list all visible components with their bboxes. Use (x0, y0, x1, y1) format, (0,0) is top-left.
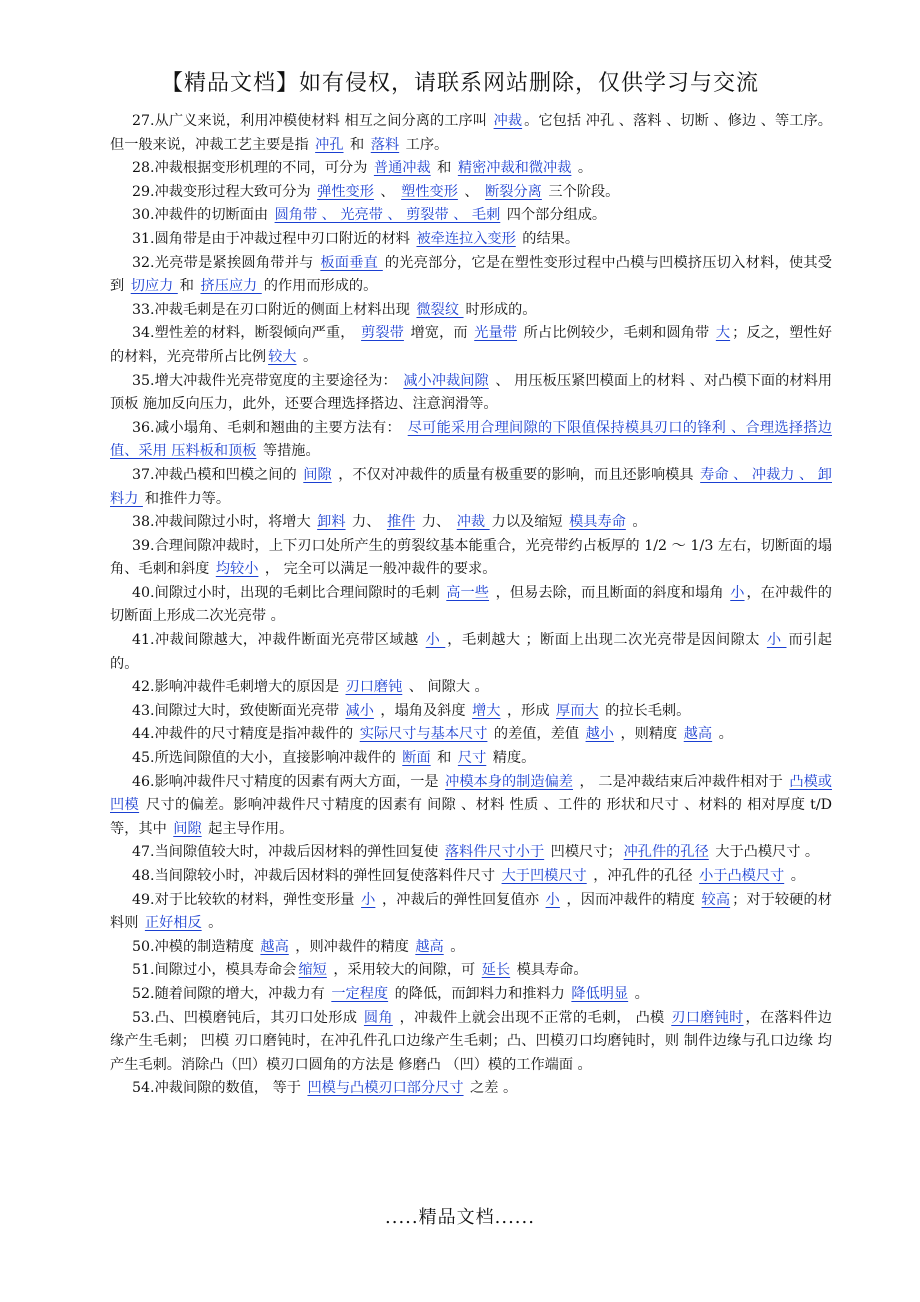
question-text: 等措施。 (258, 443, 320, 460)
question-text: 54.冲裁间隙的数值， 等于 (132, 1080, 306, 1097)
question-text: 33.冲裁毛刺是在刃口附近的侧面上材料出现 (132, 301, 415, 318)
question-text: 30.冲裁件的切断面由 (132, 207, 273, 224)
answer-fill: 落料 (370, 136, 400, 153)
question-text: ，冲裁后的弹性回复值亦 (377, 891, 544, 908)
answer-fill: 大 (715, 325, 731, 342)
question-item (110, 110, 832, 157)
question-text: 52.随着间隙的增大，冲裁力有 (132, 985, 330, 1002)
answer-fill: 刃口磨钝时 (671, 1009, 744, 1026)
answer-fill: 间隙 (173, 820, 202, 837)
question-item (110, 228, 832, 252)
answer-fill: 冲裁 (493, 113, 523, 129)
question-text: 36.减小塌角、毛刺和翘曲的主要方法有： (132, 419, 406, 436)
question-item (110, 181, 832, 205)
answer-fill: 圆角 (363, 1009, 393, 1026)
question-text: 。它包括 冲孔 、落料 、切断 、修边 、等工序。但一般来说，冲裁工艺主要是指 (110, 113, 832, 153)
answer-fill: 小 (730, 584, 745, 601)
question-item (110, 535, 832, 582)
question-text: 的拉长毛刺。 (600, 702, 691, 719)
question-text: ，冲孔件的孔径 (588, 868, 698, 884)
answer-fill: 凹模与凸模刃口部分尺寸 (307, 1080, 464, 1097)
question-text: 尺寸的偏差。影响冲裁件尺寸精度的因素有 间隙 、材料 性质 、工件的 形状和尺寸 、材料的 相对厚度 t/D 等，其中 (110, 797, 832, 837)
answer-fill: 增大 (472, 702, 501, 719)
question-item (110, 511, 832, 535)
answer-fill: 冲孔件的孔径 (623, 844, 709, 861)
question-text: 所占比例较少，毛刺和圆角带 (519, 325, 714, 342)
question-item (110, 582, 832, 629)
question-text: ，冲裁件上就会出现不正常的毛刺， 凸模 (394, 1009, 670, 1026)
question-text: 。 (573, 160, 593, 177)
answer-fill: 刃口磨钝 (345, 679, 403, 696)
answer-fill: 高一些 (446, 584, 490, 601)
question-text: 之差 。 (465, 1080, 518, 1097)
answer-fill: 小于凸模尺寸 (699, 868, 785, 884)
answer-fill: 寿命 、 冲裁力 、 卸料力 (110, 466, 832, 507)
answer-fill: 小 (545, 891, 560, 908)
question-item (110, 370, 832, 417)
question-item (110, 204, 832, 228)
question-text: 29.冲裁变形过程大致可分为 (132, 183, 316, 200)
answer-fill: 降低明显 (571, 985, 629, 1002)
question-text: 32.光亮带是紧挨圆角带并与 (132, 254, 319, 271)
answer-fill: 圆角带 、 光亮带 、 剪裂带 、 毛刺 (274, 207, 501, 224)
question-text: 增宽，而 (405, 325, 473, 342)
answer-fill: 光量带 (474, 325, 518, 342)
answer-fill: 尽可能采用合理间隙的下限值保持模具刃口的锋利 、合理选择搭边值、采用 压料板和顶板 (110, 419, 832, 460)
question-text: 、 用压板压紧凹模面上的材料 、对凸模下面的材料用顶板 施加反向压力，此外，还要合理选择搭边、注意润滑等。 (110, 372, 833, 413)
question-text: 44.冲裁件的尺寸精度是指冲裁件的 (132, 726, 358, 743)
answer-fill: 精密冲裁和微冲裁 (457, 160, 572, 177)
question-text: 四个部分组成。 (502, 207, 607, 224)
answer-fill: 较高 (701, 891, 731, 908)
answer-fill: 越高 (683, 726, 713, 743)
question-text: 时形成的。 (465, 301, 537, 318)
page-header-watermark: 【精品文档】如有侵权，请联系网站删除，仅供学习与交流 (160, 71, 759, 96)
question-text: 和 (432, 750, 456, 767)
question-text: ，则精度 (615, 726, 682, 743)
answer-fill: 切应力 (130, 278, 178, 295)
question-item (110, 771, 832, 842)
answer-fill: 冲模本身的制造偏差 (445, 773, 573, 790)
question-text: ，毛刺越大 ；断面上出现二次光亮带是因间隙太 (447, 632, 765, 649)
answer-fill: 板面垂直 (320, 254, 383, 271)
question-text: 。 (630, 985, 649, 1002)
question-text: 。 (786, 868, 805, 884)
answer-fill: 凸模或凹模 (110, 773, 832, 814)
answer-fill: 缩短 (298, 962, 327, 979)
question-item (110, 700, 832, 724)
question-text: ；对于较硬的材料则 (110, 891, 832, 932)
question-text: 和 (432, 160, 456, 177)
question-text: 49.对于比较软的材料，弹性变形量 (132, 891, 360, 908)
question-item (110, 936, 832, 960)
question-item (110, 1077, 832, 1101)
question-item (110, 841, 832, 865)
question-text: 31.圆角带是由于冲裁过程中刃口附近的材料 (132, 230, 415, 247)
question-list (110, 110, 832, 1101)
answer-fill: 断面 (402, 750, 431, 767)
answer-fill: 小 (766, 632, 787, 649)
question-text: 41.冲裁间隙越大，冲裁件断面光亮带区域越 (132, 632, 424, 649)
question-text: 。 (203, 915, 223, 932)
question-item (110, 747, 832, 771)
answer-fill: 被牵连拉入变形 (416, 230, 516, 247)
question-text: ，在落料件边缘产生毛刺； 凹模 刃口磨钝时，在冲孔件孔口边缘产生毛刺；凸、凹模刃口均磨钝时，则 制件边缘与孔口边缘 均产生毛刺。消除凸（凹）模刃口圆角的方法是 修磨凸 （凹）模的工作端面 。 (110, 1009, 832, 1073)
answer-fill: 间隙 (303, 466, 332, 483)
question-text: 43.间隙过大时，致使断面光亮带 (132, 702, 344, 719)
answer-fill: 小 (361, 891, 376, 908)
question-item (110, 464, 832, 511)
question-text: 力、 (347, 514, 385, 531)
question-text: 39.合理间隙冲裁时，上下刃口处所产生的剪裂纹基本能重合，光亮带约占板厚的 1/2 ～ 1/3 左右，切断面的塌角、毛刺和斜度 (110, 537, 832, 578)
question-text: 的光亮部分，它是在塑性变形过程中凸模与凹模挤压切入材料，使其受到 (110, 254, 832, 295)
question-text: 37.冲裁凸模和凹模之间的 (132, 466, 302, 483)
question-text: 50.冲模的制造精度 (132, 938, 259, 955)
question-text: 的结果。 (517, 230, 580, 247)
question-item (110, 959, 832, 983)
answer-fill: 越小 (585, 726, 614, 743)
question-text: 35.增大冲裁件光亮带宽度的主要途径为： (132, 372, 402, 389)
answer-fill: 延长 (481, 962, 511, 979)
question-text: 的差值，差值 (489, 726, 584, 743)
question-text: 力、 (417, 514, 455, 531)
question-text: 凹模尺寸； (546, 844, 622, 861)
question-text: 大于凸模尺寸 。 (710, 844, 820, 861)
question-text: 27.从广义来说，利用冲模使材料 相互之间分离的工序叫 (132, 113, 492, 129)
answer-fill: 塑性变形 (401, 183, 458, 200)
answer-fill: 正好相反 (144, 915, 202, 932)
question-text: 和 (179, 278, 199, 295)
question-text: ，则冲裁件的精度 (290, 938, 414, 955)
question-text: ，在冲裁件的切断面上形成二次光亮带 。 (110, 584, 832, 625)
question-text: 。 (298, 348, 318, 365)
question-text: 的降低，而卸料力和推料力 (390, 985, 570, 1002)
question-text: 三个阶段。 (543, 183, 620, 200)
question-text: ，塌角及斜度 (375, 702, 471, 719)
answer-fill: 断裂分离 (485, 183, 542, 200)
question-text: 和推件力等。 (144, 490, 231, 507)
answer-fill: 减小 (345, 702, 374, 719)
question-item (110, 865, 832, 889)
answer-fill: 减小冲裁间隙 (403, 372, 489, 389)
answer-fill: 微裂纹 (416, 301, 464, 318)
answer-fill: 卸料 (317, 514, 346, 531)
question-text: 、 间隙大 。 (404, 679, 489, 696)
question-text: ，不仅对冲裁件的质量有极重要的影响，而且还影响模具 (333, 466, 699, 483)
question-text: ；反之，塑性好的材料，光亮带所占比例 (110, 325, 832, 365)
question-item (110, 157, 832, 181)
question-text: 46.影响冲裁件尺寸精度的因素有两大方面，一是 (132, 773, 444, 790)
question-item (110, 889, 832, 936)
question-text: 42.影响冲裁件毛刺增大的原因是 (132, 679, 344, 696)
answer-fill: 一定程度 (331, 985, 389, 1002)
answer-fill: 模具寿命 (569, 514, 626, 531)
question-text: 起主导作用。 (203, 820, 294, 837)
page-footer: .....精品文档...... (385, 1207, 535, 1228)
question-item (110, 1007, 832, 1078)
question-text: 、 (375, 183, 400, 200)
question-text: 38.冲裁间隙过小时，将增大 (132, 514, 316, 531)
question-text: 48.当间隙较小时，冲裁后因材料的弹性回复使落料件尺寸 (132, 868, 500, 884)
question-text: 28.冲裁根据变形机理的不同，可分为 (132, 160, 372, 177)
question-item (110, 322, 832, 369)
question-text: ， 完全可以满足一般冲裁件的要求。 (260, 561, 497, 578)
question-text: 。 (445, 938, 465, 955)
answer-fill: 落料件尺寸小于 (444, 844, 545, 861)
question-text: ，但易去除，而且断面的斜度和塌角 (491, 584, 729, 601)
question-text: 40.间隙过小时，出现的毛刺比合理间隙时的毛刺 (132, 584, 445, 601)
question-text: 53.凸、凹模磨钝后，其刃口处形成 (132, 1009, 362, 1026)
answer-fill: 推件 (386, 514, 416, 531)
answer-fill: 越高 (415, 938, 444, 955)
question-text: 的作用而形成的。 (263, 278, 378, 295)
question-text: 和 (345, 136, 369, 153)
answer-fill: 实际尺寸与基本尺寸 (359, 726, 488, 743)
question-item (110, 723, 832, 747)
question-item (110, 983, 832, 1007)
answer-fill: 小 (425, 632, 446, 649)
question-text: 47.当间隙值较大时，冲裁后因材料的弹性回复使 (132, 844, 443, 861)
question-item (110, 629, 832, 676)
answer-fill: 冲孔 (315, 136, 344, 153)
answer-fill: 弹性变形 (317, 183, 374, 200)
question-text: ，形成 (502, 702, 555, 719)
answer-fill: 剪裂带 (361, 325, 404, 342)
question-text: ，因而冲裁件的精度 (561, 891, 700, 908)
answer-fill: 尺寸 (457, 750, 487, 767)
answer-fill: 挤压应力 (200, 278, 262, 295)
answer-fill: 冲裁 (456, 514, 490, 531)
answer-fill: 越高 (260, 938, 289, 955)
question-text: 、 (459, 183, 484, 200)
question-text: 工序。 (401, 136, 449, 153)
question-text: ，采用较大的间隙，可 (328, 962, 480, 979)
question-text: 51.间隙过小，模具寿命会 (132, 962, 297, 979)
question-text: ， 二是冲裁结束后冲裁件相对于 (574, 773, 788, 790)
question-item (110, 676, 832, 700)
question-text: 。 (627, 514, 647, 531)
question-item (110, 417, 832, 464)
question-item (110, 299, 832, 323)
answer-fill: 较大 (268, 348, 297, 365)
question-text: 。 (714, 726, 733, 743)
answer-fill: 普通冲裁 (373, 160, 431, 177)
question-item (110, 252, 832, 299)
question-text: 力以及缩短 (491, 514, 568, 531)
question-text: 精度。 (488, 750, 536, 767)
question-text: 34.塑性差的材料，断裂倾向严重， (132, 325, 360, 342)
question-text: 模具寿命。 (512, 962, 588, 979)
question-text: 45.所选间隙值的大小，直接影响冲裁件的 (132, 750, 401, 767)
answer-fill: 大于凹模尺寸 (501, 868, 587, 884)
answer-fill: 厚而大 (556, 702, 599, 719)
question-text: 而引起的。 (110, 632, 832, 672)
answer-fill: 均较小 (215, 561, 259, 578)
